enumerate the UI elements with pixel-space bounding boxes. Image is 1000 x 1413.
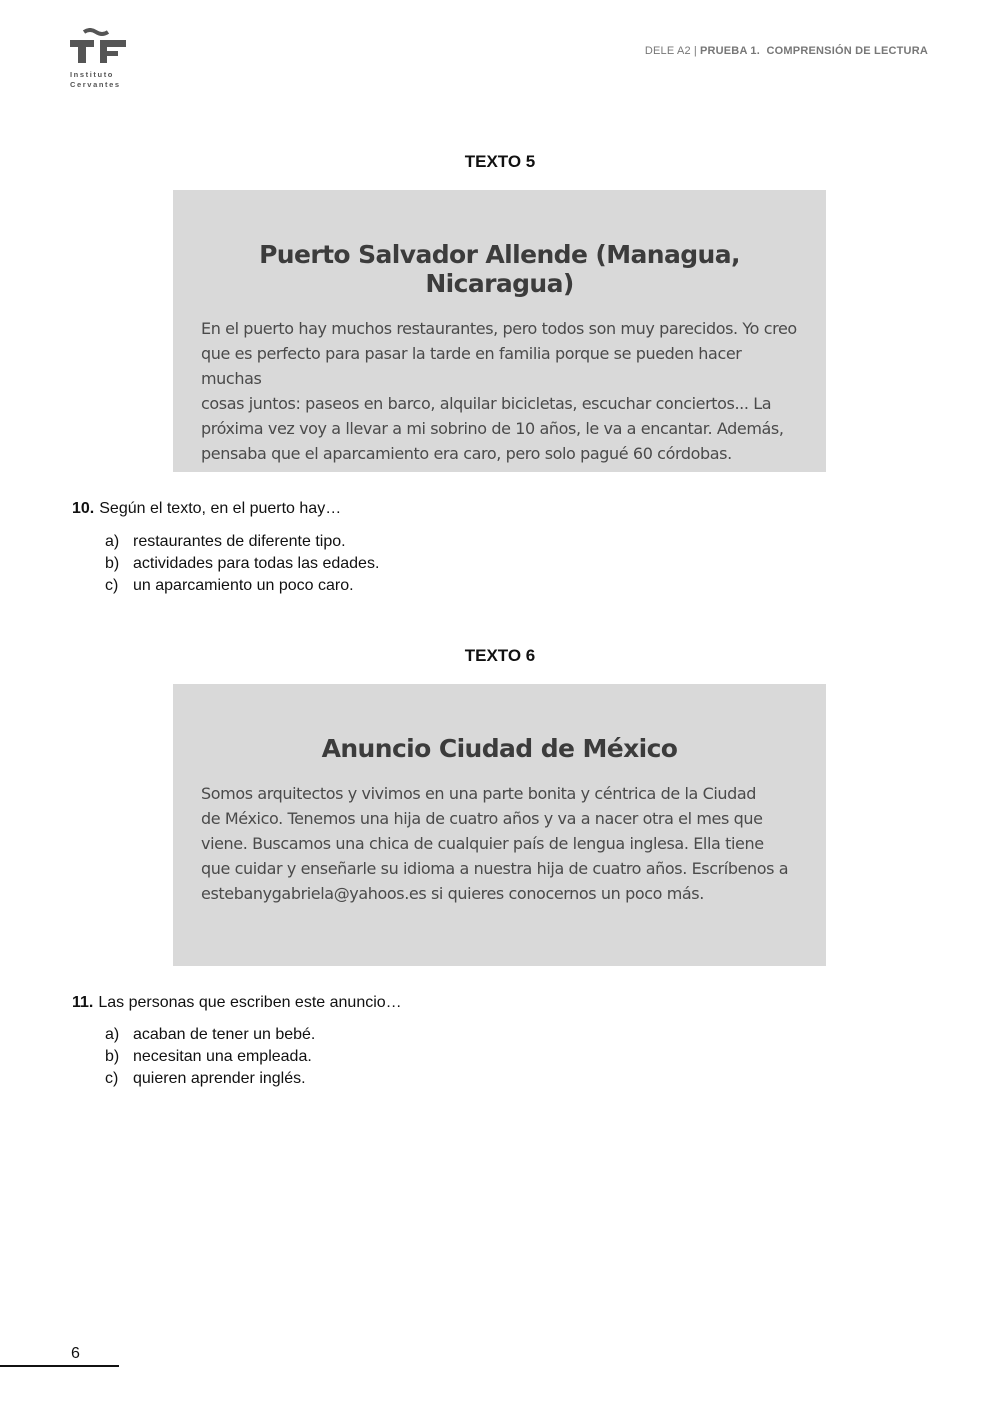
q11-option-a[interactable] bbox=[105, 1024, 315, 1046]
text6-body bbox=[201, 781, 798, 906]
option-letter: a) bbox=[105, 533, 120, 550]
logo-line1: Instituto bbox=[70, 70, 114, 79]
text6-line: estebanygabriela@yahoos.es si quieres conocernos un poco más. bbox=[201, 884, 704, 903]
header-subsection: COMPRENSIÓN DE LECTURA bbox=[766, 45, 928, 57]
text6-line: que cuidar y enseñarle su idioma a nuestra hija de cuatro años. Escríbenos a bbox=[201, 859, 789, 878]
option-letter: c) bbox=[105, 577, 119, 594]
footer-divider bbox=[0, 1365, 119, 1367]
option-letter: b) bbox=[105, 555, 120, 572]
q10-option-b[interactable] bbox=[105, 553, 379, 575]
q10-option-a[interactable] bbox=[105, 531, 379, 553]
logo-line2: Cervantes bbox=[70, 80, 121, 89]
question-10-prompt: Según el texto, en el puerto hay… bbox=[99, 500, 342, 517]
question-11-options bbox=[105, 1024, 315, 1090]
q11-option-c[interactable] bbox=[105, 1068, 315, 1090]
question-10-number: 10. bbox=[72, 500, 95, 517]
instituto-cervantes-logo bbox=[70, 28, 140, 92]
q11-option-b[interactable] bbox=[105, 1046, 315, 1068]
header-exam: DELE A2 bbox=[644, 45, 691, 57]
text6-label: TEXTO 6 bbox=[464, 646, 536, 665]
option-letter: b) bbox=[105, 1048, 120, 1065]
text5-label: TEXTO 5 bbox=[464, 152, 536, 171]
question-10-options bbox=[105, 531, 379, 597]
text5-line: cosas juntos: paseos en barco, alquilar bicicletas, escuchar conciertos... La bbox=[201, 394, 772, 413]
text5-box bbox=[173, 190, 826, 472]
question-10 bbox=[72, 500, 341, 518]
page-header bbox=[645, 45, 928, 57]
option-letter: c) bbox=[105, 1070, 119, 1087]
option-text: actividades para todas las edades. bbox=[133, 555, 380, 572]
text5-line: En el puerto hay muchos restaurantes, pero todos son muy parecidos. Yo creo bbox=[201, 319, 797, 338]
text5-body bbox=[201, 316, 798, 466]
cervantes-logo-icon bbox=[70, 28, 126, 68]
q10-option-c[interactable] bbox=[105, 575, 379, 597]
text6-line: de México. Tenemos una hija de cuatro años y va a nacer otra el mes que bbox=[201, 809, 763, 828]
option-text: un aparcamiento un poco caro. bbox=[133, 577, 354, 594]
header-separator: | bbox=[693, 45, 697, 57]
question-11-number: 11. bbox=[72, 994, 94, 1011]
page-number: 6 bbox=[71, 1345, 80, 1362]
option-text: acaban de tener un bebé. bbox=[133, 1026, 316, 1043]
logo-text bbox=[70, 70, 121, 90]
text6-box bbox=[173, 684, 826, 966]
option-text: necesitan una empleada. bbox=[133, 1048, 312, 1065]
option-text: quieren aprender inglés. bbox=[133, 1070, 306, 1087]
text6-title: Anuncio Ciudad de México bbox=[321, 734, 678, 763]
text5-title: Puerto Salvador Allende (Managua, Nicaragua) bbox=[259, 240, 740, 298]
text6-line: viene. Buscamos una chica de cualquier país de lengua inglesa. Ella tiene bbox=[201, 834, 764, 853]
text5-line: próxima vez voy a llevar a mi sobrino de 10 años, le va a encantar. Además, bbox=[201, 419, 784, 438]
text5-line: que es perfecto para pasar la tarde en familia porque se pueden hacer muchas bbox=[201, 344, 742, 388]
option-letter: a) bbox=[105, 1026, 120, 1043]
option-text: restaurantes de diferente tipo. bbox=[133, 533, 346, 550]
header-section: PRUEBA 1. bbox=[699, 45, 761, 57]
question-11-prompt: Las personas que escriben este anuncio… bbox=[98, 994, 402, 1011]
text5-line: pensaba que el aparcamiento era caro, pero solo pagué 60 córdobas. bbox=[201, 444, 732, 463]
text6-line: Somos arquitectos y vivimos en una parte bonita y céntrica de la Ciudad bbox=[201, 784, 757, 803]
question-11 bbox=[72, 994, 402, 1012]
